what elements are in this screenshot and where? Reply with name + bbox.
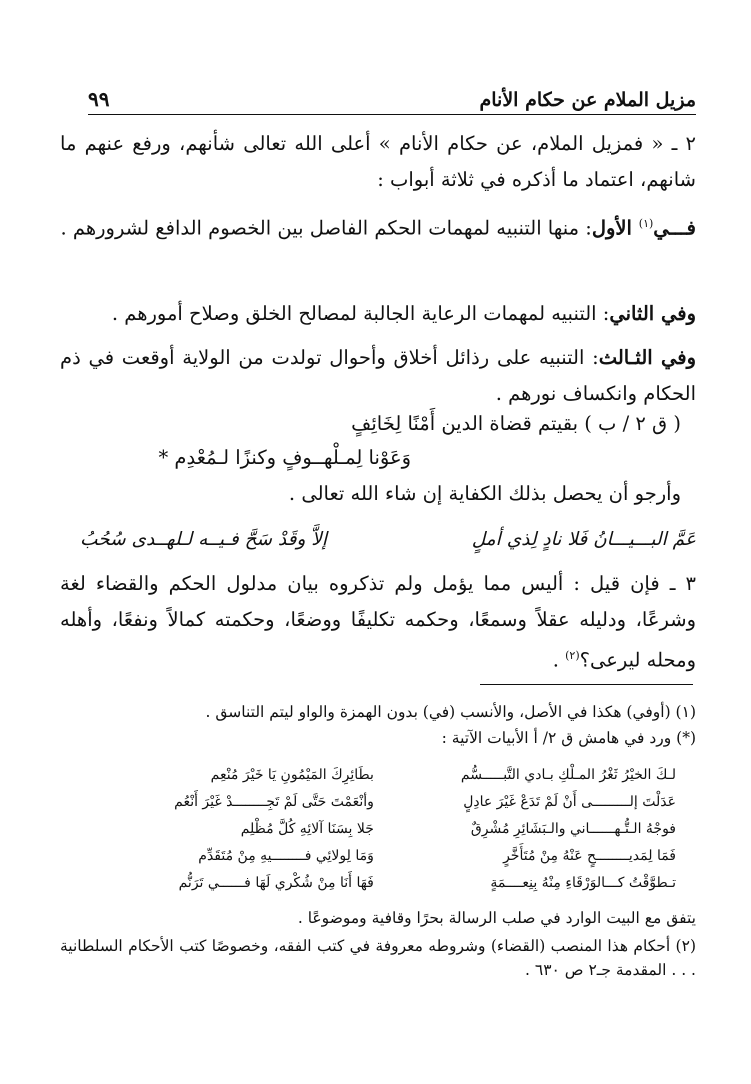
footnote-2: (٢) أحكام هذا المنصب (القضاء) وشروطه معروفة في كتب الفقه، وخصوصًا كتب الأحكام السلطانية . . . المقدمة جـ٢ ص ٦٣٠ . [60, 937, 696, 979]
paragraph-second-chapter [60, 296, 696, 332]
footnote-star: (*) ورد في هامش ق ٢/ أ الأبيات الآتية : [441, 729, 696, 747]
poem-right: لـكَ الخيْرُ ثَغْرُ المـلْكِ بـادي التَّبـــــسُّم [460, 767, 676, 783]
poem-note: يتفق مع البيت الوارد في صلب الرسالة بحرًا وقافية وموضوعًا . [297, 909, 696, 927]
question-end: . [552, 648, 566, 672]
poem-left: جَلا بِسَنَا آلائِهِ كُلَّ مُظْلِم [240, 821, 374, 837]
poem-right: عَدَلْتَ إلـــــــــى أَنْ لَمْ تَدَعْ غَيْرَ عادِلٍ [463, 794, 676, 810]
verse-line-2: وَعَوْنا لِمـلْهــوفٍ وكنزًا لـمُعْدِم * [158, 446, 411, 469]
poem-row [95, 816, 676, 843]
running-title: مزيل الملام عن حكام الأنام [479, 89, 696, 111]
poem-left: وأنْعَمْتَ حَتَّى لَمْ تَجِــــــــدْ غَيْرَ أَنْعُم [174, 794, 374, 810]
chapter-text-third: : التنبيه على رذائل أخلاق وأحوال تولدت من الولاية أوقعت في ذم الحكام وانكساف نورهم . [60, 346, 696, 405]
poem-left: فَهَا أَنَا مِنْ شُكْري لَهَا فــــــي تَرَنُّم [178, 875, 374, 891]
chapter-text-second: : التنبيه لمهمات الرعاية الجالبة لمصالح الخلق وصلاح أمورهم . [111, 302, 610, 325]
margin-poem [95, 762, 676, 897]
poem-row [95, 870, 676, 897]
poem-right: فَمَا لِمَديــــــــحٍ عَنْهُ مِنْ مُتَأَخَّرٍ [503, 848, 676, 864]
paragraph-first-chapter [60, 206, 696, 247]
verse-line-1: ( ق ٢ / ب ) بقيتم قضاة الدين أَمْنًا لِخَائِفٍ [351, 412, 681, 435]
question-text: ٣ ـ فإن قيل : أليس مما يؤمل ولم تذكروه بيان مدلول الحكم والقضاء لغة وشرعًا، ودليله عقلاً وسمعًا، وحكمه تكليفًا ووضعًا، وحكمته كمالاً ونفعًا، وأهله ومحله ليرعى؟ [60, 572, 696, 672]
chapter-lead: فـــي [653, 216, 696, 240]
chapter-label-third: وفي الثـالث [598, 346, 696, 369]
chapter-label-first: الأول [591, 216, 639, 240]
paragraph-hope: وأرجو أن يحصل بذلك الكفاية إن شاء الله تعالى . [288, 482, 681, 505]
chapter-text-first: : منها التنبيه لمهمات الحكم الفاصل بين الخصوم الدافع لشرورهم . [60, 216, 592, 240]
poem-left: بطَائِرِكَ المَيْمُونِ يَا خَيْرَ مُنْعِم [210, 767, 374, 783]
footnote-separator [480, 684, 693, 685]
paragraph-intro: ٢ ـ « فمزيل الملام، عن حكام الأنام » أعلى الله تعالى شأنهم، ورفع عنهم ما شانهم، اعتماد ما أذكره في ثلاثة أبواب : [60, 132, 696, 191]
poem-row [95, 789, 676, 816]
page-number: ٩٩ [88, 87, 110, 111]
chapter-label-second: وفي الثاني [609, 302, 696, 325]
footnote-ref-2: (٢) [565, 649, 580, 662]
poem-row [95, 762, 676, 789]
verse-couplet [80, 522, 696, 558]
footnote-ref-1: (١) [638, 217, 654, 230]
verse-hemistich-right: عَمَّ البـــيـــانُ فَلا نادٍ لِذي أملٍ [471, 529, 696, 550]
footnote-1: (١) (أوفي) هكذا في الأصل، والأنسب (في) بدون الهمزة والواو ليتم التناسق . [205, 703, 696, 721]
running-header [88, 84, 696, 115]
poem-row [95, 843, 676, 870]
poem-right: تـطوَّقْتُ كـــالوَرْقَاءِ مِنْهُ بِنِعــــمَةٍ [490, 875, 676, 891]
poem-right: فوجْهُ الـتُّـهــــــاني والـبَشَائِرِ مُشْرِقٌ [470, 821, 676, 837]
paragraph-question [60, 566, 696, 679]
poem-left: وَمَا لِولائِي فــــــــيهِ مِنْ مُتَقَدِّم [198, 848, 374, 864]
verse-hemistich-left: إلاَّ وقَدْ سَحَّ فـيــه لـلهــدى سُحُبُ [80, 529, 327, 550]
paragraph-third-chapter [60, 340, 696, 412]
